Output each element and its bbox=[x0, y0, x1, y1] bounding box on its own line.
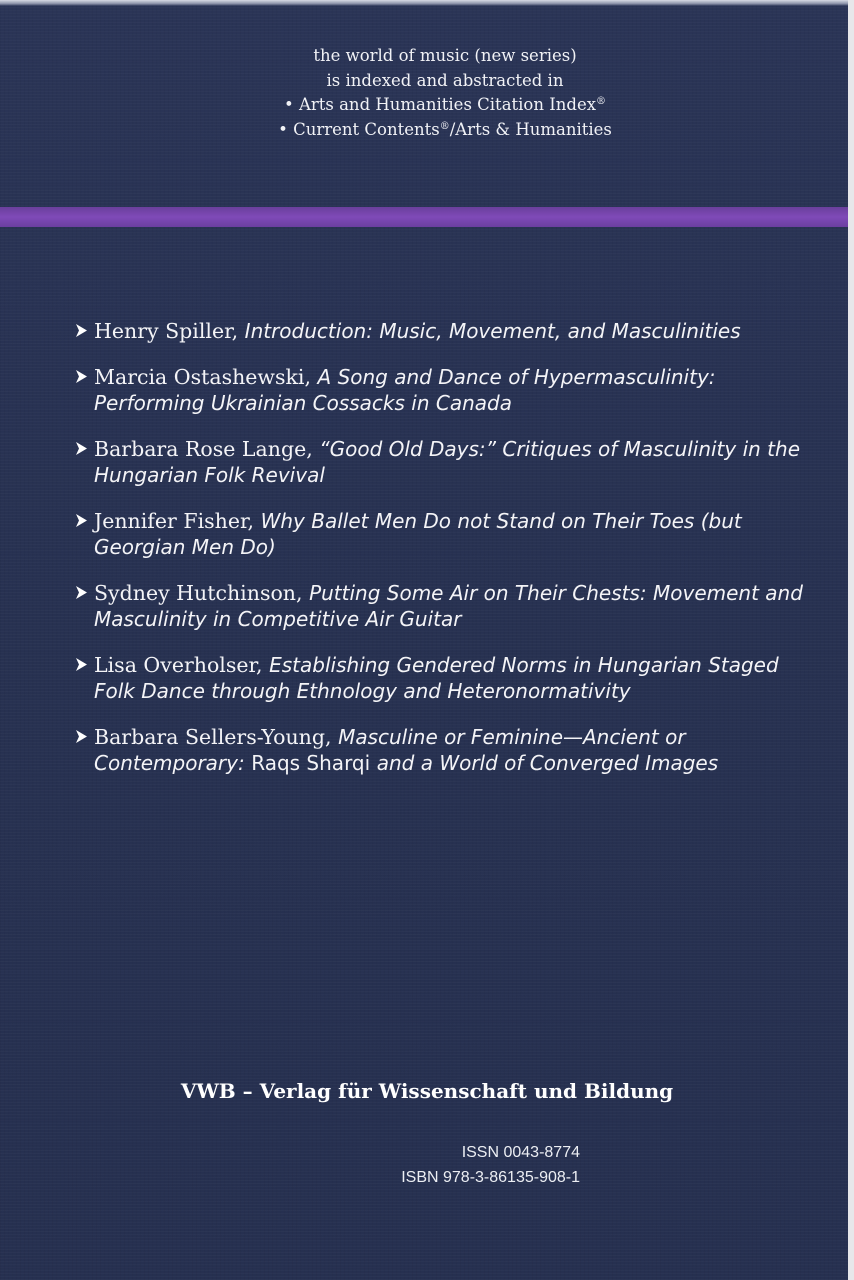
bullet-dot: • bbox=[283, 95, 294, 114]
article-item bbox=[74, 580, 814, 632]
article-author: Barbara Rose Lange, bbox=[94, 437, 313, 461]
arrowhead-right-icon bbox=[74, 729, 89, 744]
isbn-number: ISBN 978-3-86135-908-1 bbox=[401, 1169, 580, 1186]
registered-mark: ® bbox=[439, 120, 450, 132]
article-author: Lisa Overholser, bbox=[94, 653, 263, 677]
article-author: Henry Spiller, bbox=[94, 319, 239, 343]
arrowhead-right-icon bbox=[74, 657, 89, 672]
article-item bbox=[74, 508, 814, 560]
article-author: Barbara Sellers-Young, bbox=[94, 725, 332, 749]
arrowhead-right-icon bbox=[74, 369, 89, 384]
cover-top-edge bbox=[0, 0, 854, 6]
article-author: Sydney Hutchinson, bbox=[94, 581, 303, 605]
article-author: Marcia Ostashewski, bbox=[94, 365, 311, 389]
article-title-term: Raqs Sharqi bbox=[251, 751, 371, 775]
arrowhead-right-icon bbox=[74, 323, 89, 338]
indexing-notice bbox=[0, 44, 854, 142]
indexing-line-1: the world of music (new series) bbox=[313, 46, 577, 65]
article-title-part-a: Masculine or Feminine—Ancient or Contemporary: bbox=[94, 725, 686, 775]
article-item bbox=[74, 364, 814, 416]
arrowhead-right-icon bbox=[74, 585, 89, 600]
article-list bbox=[74, 318, 814, 776]
article-item bbox=[74, 318, 814, 344]
indexing-entry-2 bbox=[0, 118, 854, 143]
bullet-dot: • bbox=[278, 119, 288, 139]
registered-mark: ® bbox=[596, 96, 607, 107]
indexing-entry-1 bbox=[0, 93, 854, 118]
article-title: Putting Some Air on Their Chests: Movement and Masculinity in Competitive Air Guitar bbox=[94, 581, 803, 631]
indexing-entry-1-text: Arts and Humanities Citation Index bbox=[298, 95, 597, 114]
indexing-line-2: is indexed and abstracted in bbox=[326, 70, 564, 90]
purple-divider-stripe bbox=[0, 207, 848, 227]
article-title: Why Ballet Men Do not Stand on Their Toes (but Georgian Men Do) bbox=[94, 509, 742, 559]
article-author: Jennifer Fisher, bbox=[94, 509, 255, 533]
article-item bbox=[74, 652, 814, 704]
publisher-name: VWB – Verlag für Wissenschaft und Bildung bbox=[180, 1079, 674, 1103]
article-title: “Good Old Days:” Critiques of Masculinity in the Hungarian Folk Revival bbox=[94, 437, 800, 487]
article-title: Establishing Gendered Norms in Hungarian Staged Folk Dance through Ethnology and Heteronormativity bbox=[94, 653, 779, 703]
identifier-codes bbox=[320, 1140, 580, 1190]
article-item bbox=[74, 436, 814, 488]
article-item bbox=[74, 724, 814, 776]
article-title: A Song and Dance of Hypermasculinity: Performing Ukrainian Cossacks in Canada bbox=[94, 365, 716, 415]
indexing-entry-2-text-b: /Arts & Humanities bbox=[449, 119, 612, 139]
arrowhead-right-icon bbox=[74, 513, 89, 528]
issn-number: ISSN 0043-8774 bbox=[461, 1144, 580, 1161]
indexing-entry-2-text-a: Current Contents bbox=[293, 119, 440, 139]
article-title-part-b: and a World of Converged Images bbox=[376, 751, 719, 775]
article-title: Introduction: Music, Movement, and Masculinities bbox=[244, 319, 741, 343]
arrowhead-right-icon bbox=[74, 441, 89, 456]
